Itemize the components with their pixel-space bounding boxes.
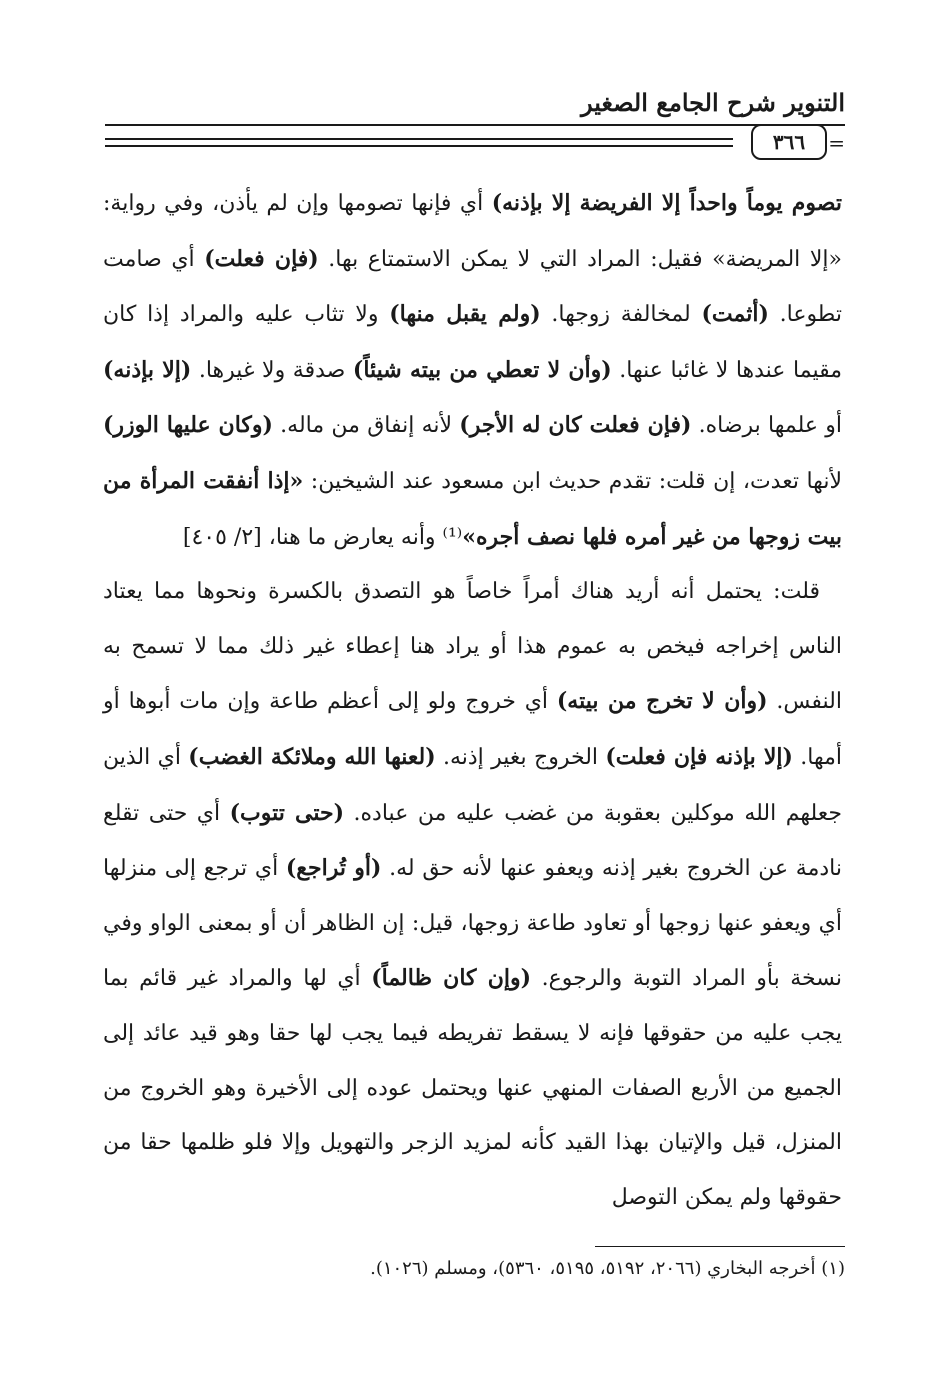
hadith-text: (وإن كان ظالماً) [371,965,532,992]
hadith-text: (إلا بإذنه فإن فعلت) [605,743,793,770]
commentary-text: لأنه إنفاق من ماله. [272,413,460,439]
footnote-rule [595,1246,845,1247]
page-number: ٣٦٦ [751,124,827,160]
commentary-text: لمخالفة زوجها. [540,302,702,328]
commentary-text: أي لها والمراد غير قائم بما يجب عليه من حقوقها فإنه لا يسقط تفريطه فيما يجب لها حقا وهو قيد عائد إلى الجميع من الأربع الصفات المنهي عنها ويحتمل عوده إلى الأخيرة وهو الخروج من المنزل، قيل والإتيان بهذا القيد كأنه لمزيد الزجر والتهويل وإلا فلو ظلمها حقا من حقوقها ولم يمكن التوصل [103,966,842,1210]
commentary-text: أي الذين جعلهم الله موكلين بعقوبة من غضب عليه من عباده. [103,744,842,826]
hadith-text: تصوم يوماً واحداً إلا الفريضة إلا بإذنه) [491,190,842,216]
header-rule-1 [105,138,733,140]
commentary-text: أي ترجع إلى منزلها أي ويعفو عنها زوجها أو تعاود طاعة زوجها، قيل: إن الظاهر أن أو بمعنى الواو وفي نسخة بأو المراد التوبة والرجوع. [103,856,842,992]
hadith-text: (وكان عليها الوزر) [103,412,273,439]
commentary-text: قلت: يحتمل أنه أريد هناك أمراً خاصاً هو التصدق بالكسرة ونحوها مما يعتاد الناس إخراجه فيخص به عموم هذا أو يراد هنا إعطاء غير ذلك مما لا تسمح به النفس. [103,579,842,715]
hadith-text: (حتى تتوب) [229,799,345,826]
header-ornament: = [828,131,845,155]
hadith-text: (أو تُراجع) [285,855,382,882]
commentary-text: ولا تثاب عليه والمراد إذا كان مقيما عندها لا غائبا عنها. [103,302,842,383]
commentary-text: لأنها تعدت، إن قلت: تقدم حديث ابن مسعود عند الشيخين: [303,468,842,494]
commentary-text: أو علمها برضاه. [691,413,843,439]
footnote: (١) أخرجه البخاري (٢٠٦٦، ٥١٩٢، ٥١٩٥، ٥٣٦٠)، ومسلم (١٠٢٦). [370,1258,845,1279]
hadith-text: (فإن فعلت) [204,245,319,272]
hadith-text: (فإن فعلت كان له الأجر) [459,412,692,439]
hadith-text: «إذا أنفقت المرأة من بيت زوجها من غير أمره فلها نصف أجره» [103,467,842,550]
hadith-text: (أثمت) [701,301,769,328]
hadith-text: (وأن لا تعطي من بيته شيئاً) [352,356,612,383]
hadith-text: (لعنها الله وملائكة الغضب) [188,743,436,770]
body-text [103,176,842,1225]
hadith-text: (ولم يقبل منها) [389,301,541,328]
commentary-text: أي صامت تطوعا. [103,246,842,328]
hadith-text: (وأن لا تخرج من بيته) [556,688,768,715]
commentary-text: أي حتى تقلع نادمة عن الخروج بغير إذنه ويعفو عنها لأنه حق له. [103,800,842,882]
commentary-text: صدقة ولا غيرها. [191,357,353,383]
paragraph-1 [103,176,842,565]
commentary-text: أي خروج ولو إلى أعظم طاعة وإن مات أبوها أو أمها. [103,689,842,770]
paragraph-2 [103,565,842,1225]
commentary-text: الخروج بغير إذنه. [435,744,606,770]
commentary-text: أي فإنها تصومها وإن لم يأذن، وفي رواية: «إلا المريضة» فقيل: المراد التي لا يمكن الاستمتاع بها. [103,191,842,272]
header-rule-2 [105,145,733,147]
commentary-text: ⁽¹⁾ وأنه يعارض ما هنا، [٢/ ٤٠٥] [182,524,463,550]
header-rule-top [105,124,845,126]
hadith-text: (إلا بإذنه) [103,356,192,383]
running-title: التنوير شرح الجامع الصغير [581,88,845,117]
